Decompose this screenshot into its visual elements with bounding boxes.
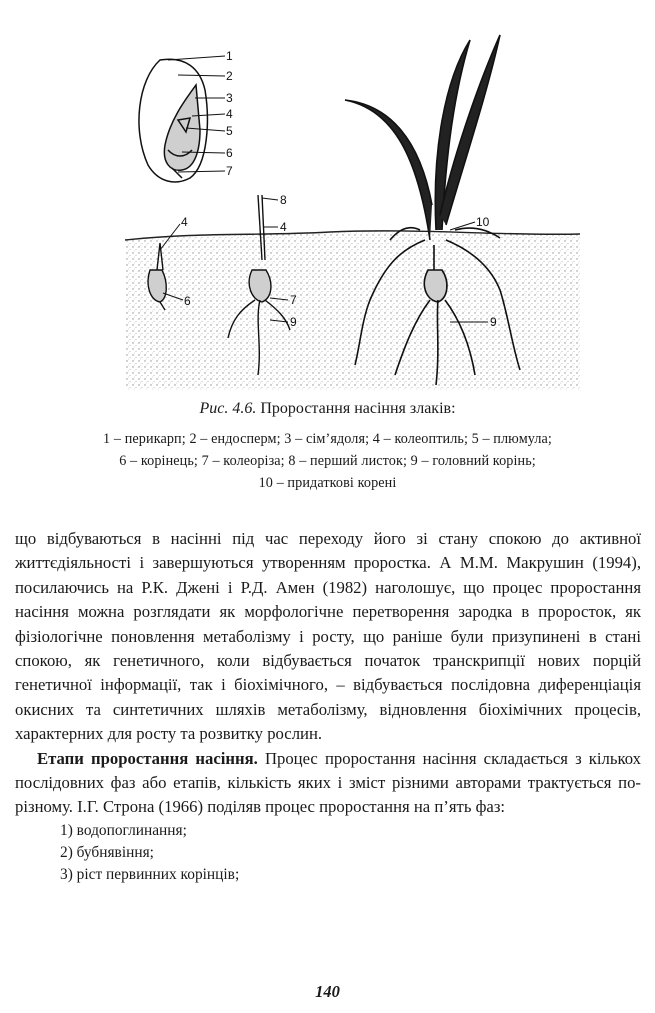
soil-illustration	[125, 231, 580, 390]
page-number: 140	[315, 982, 340, 1001]
list-item: 2) бубнявіння;	[60, 843, 154, 861]
label-2: 2	[226, 69, 233, 83]
legend-line-3: 10 – придаткові корені	[258, 475, 397, 491]
legend-line-1: 1 – перикарп; 2 – ендосперм; 3 – сім’ядоля; 4 – колеоптиль; 5 – плюмула;	[103, 431, 552, 447]
label-6: 6	[226, 146, 233, 160]
legend-line-2: 6 – корінець; 7 – колеоріза; 8 – перший листок; 9 – головний корінь;	[119, 453, 536, 469]
seed-germination-figure	[0, 0, 655, 400]
figure-caption	[0, 400, 655, 418]
list-item: 1) водопоглинання;	[60, 821, 187, 839]
caption-title: Проростання насіння злаків:	[256, 400, 456, 417]
paragraph-1: що відбуваються в насінні під час переходу його зі стану спокою до активної життєдіяльності і завершуються утворенням проростка. А М.М. Макрушин (1994), посилаючись на Р.К. Джені і Р.Д. Амен (1982) наголошує, що процес проростання насіння можна розглядати як морфологічне перетворення зародка в проросток, як фізіологічне поновлення метаболізму і росту, що раніше були призупинені в стані спокою, як генетичного, коли відбувається початок транскрипції нових порцій генетичної інформації, так і біохімічного, – відбувається послідовна диференціація окисних та синтетичних шляхів метаболізму, відновлення біохімічних процесів, характерних для росту та розвитку рослин.	[15, 529, 641, 744]
label-4: 4	[226, 107, 233, 121]
label-5: 5	[226, 124, 233, 138]
list-item: 3) ріст первинних корінців;	[60, 865, 240, 883]
caption-label: Рис. 4.6.	[199, 400, 257, 417]
label-3: 3	[226, 91, 233, 105]
label-8: 8	[280, 193, 287, 207]
paragraph-2-text: Процес проростання насіння складається з кількох послідовних фаз або етапів, кількість яких і зміст різними авторами трактується по-різному. І.Г. Строна (1966) поділяв процес проростання на п’ять фаз:	[15, 748, 641, 817]
label-10: 10	[476, 215, 490, 229]
body-text	[15, 527, 641, 886]
paragraph-2	[15, 747, 641, 820]
seed-cross-section-illustration	[139, 59, 207, 182]
label-7: 7	[226, 164, 233, 178]
label-6-seedling: 6	[184, 294, 191, 308]
phase-list	[15, 820, 641, 886]
label-9-mature: 9	[490, 315, 497, 329]
label-4-seedling: 4	[181, 215, 188, 229]
section-heading: Етапи проростання насіння.	[37, 748, 258, 768]
label-7-middle: 7	[290, 293, 297, 307]
label-9-middle: 9	[290, 315, 297, 329]
label-1: 1	[226, 49, 233, 63]
label-4-middle: 4	[280, 220, 287, 234]
